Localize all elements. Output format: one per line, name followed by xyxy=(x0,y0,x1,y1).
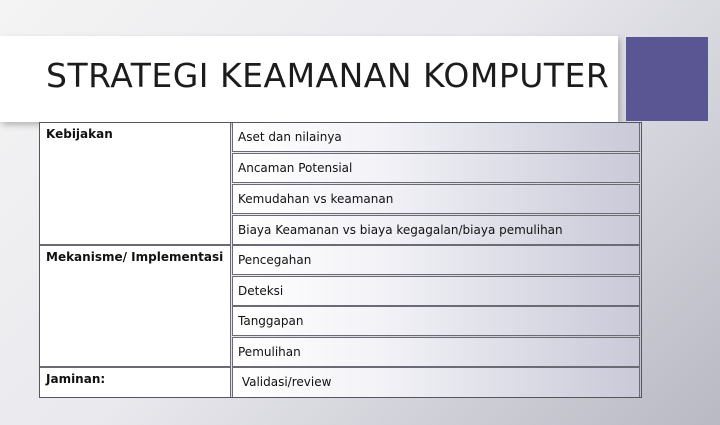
row-label: Validasi/review xyxy=(238,375,332,389)
table-row xyxy=(232,215,640,245)
row-label: Pencegahan xyxy=(238,253,312,267)
table-group-cell xyxy=(39,367,231,398)
row-label: Deteksi xyxy=(238,284,284,298)
table-row xyxy=(232,153,640,183)
row-label: Pemulihan xyxy=(238,345,301,359)
group-label: Jaminan: xyxy=(46,372,106,386)
strategy-table xyxy=(39,122,642,398)
slide-title: STRATEGI KEAMANAN KOMPUTER xyxy=(46,56,610,95)
table-row xyxy=(232,306,640,336)
table-row xyxy=(232,276,640,306)
row-label: Ancaman Potensial xyxy=(238,161,353,175)
table-row xyxy=(232,184,640,214)
table-row xyxy=(232,367,640,398)
table-row xyxy=(232,245,640,275)
group-label: Mekanisme/ Implementasi xyxy=(46,250,224,264)
table-row xyxy=(232,122,640,152)
accent-block xyxy=(626,37,708,121)
row-label: Tanggapan xyxy=(238,314,304,328)
row-label: Aset dan nilainya xyxy=(238,130,342,144)
table-row xyxy=(232,337,640,367)
table-group-cell xyxy=(39,245,231,367)
group-label: Kebijakan xyxy=(46,127,113,141)
row-label: Kemudahan vs keamanan xyxy=(238,192,394,206)
row-label: Biaya Keamanan vs biaya kegagalan/biaya pemulihan xyxy=(238,223,563,237)
table-group-cell xyxy=(39,122,231,245)
